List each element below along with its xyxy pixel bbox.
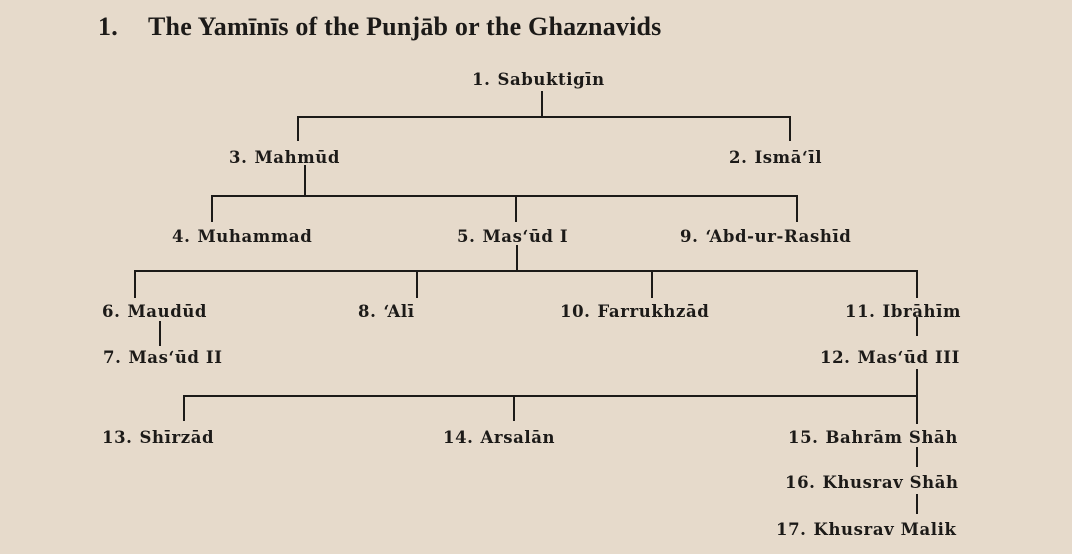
ruler-node-sabuktigin: 1. Sabuktigīn [472, 70, 605, 89]
ruler-node-bahram-shah: 15. Bahrām Shāh [788, 428, 958, 447]
ruler-node-ali: 8. ‘Alī [358, 302, 415, 321]
ruler-node-masud-i: 5. Mas‘ūd I [457, 227, 569, 246]
ruler-node-abd-ur-rashid: 9. ‘Abd-ur-Rashīd [680, 227, 852, 246]
ruler-node-arsalan: 14. Arsalān [443, 428, 556, 447]
ruler-node-ismail: 2. Ismā‘īl [729, 148, 823, 167]
ruler-node-ibrahim: 11. Ibrāhīm [845, 302, 962, 321]
ruler-node-khusrav-shah: 16. Khusrav Shāh [785, 473, 959, 492]
ruler-node-shirzad: 13. Shīrzād [102, 428, 215, 447]
ruler-node-maudud: 6. Maudūd [102, 302, 208, 321]
ruler-node-mahmud: 3. Mahmūd [229, 148, 340, 167]
ruler-node-khusrav-malik: 17. Khusrav Malik [776, 520, 957, 539]
title-number: 1. [98, 12, 118, 41]
ruler-node-masud-iii: 12. Mas‘ūd III [820, 348, 960, 367]
title-text: The Yamīnīs of the Punjāb or the Ghaznavids [148, 12, 662, 41]
ruler-node-muhammad: 4. Muhammad [172, 227, 313, 246]
ruler-node-masud-ii: 7. Mas‘ūd II [103, 348, 223, 367]
ruler-node-farrukhzad: 10. Farrukhzād [560, 302, 710, 321]
